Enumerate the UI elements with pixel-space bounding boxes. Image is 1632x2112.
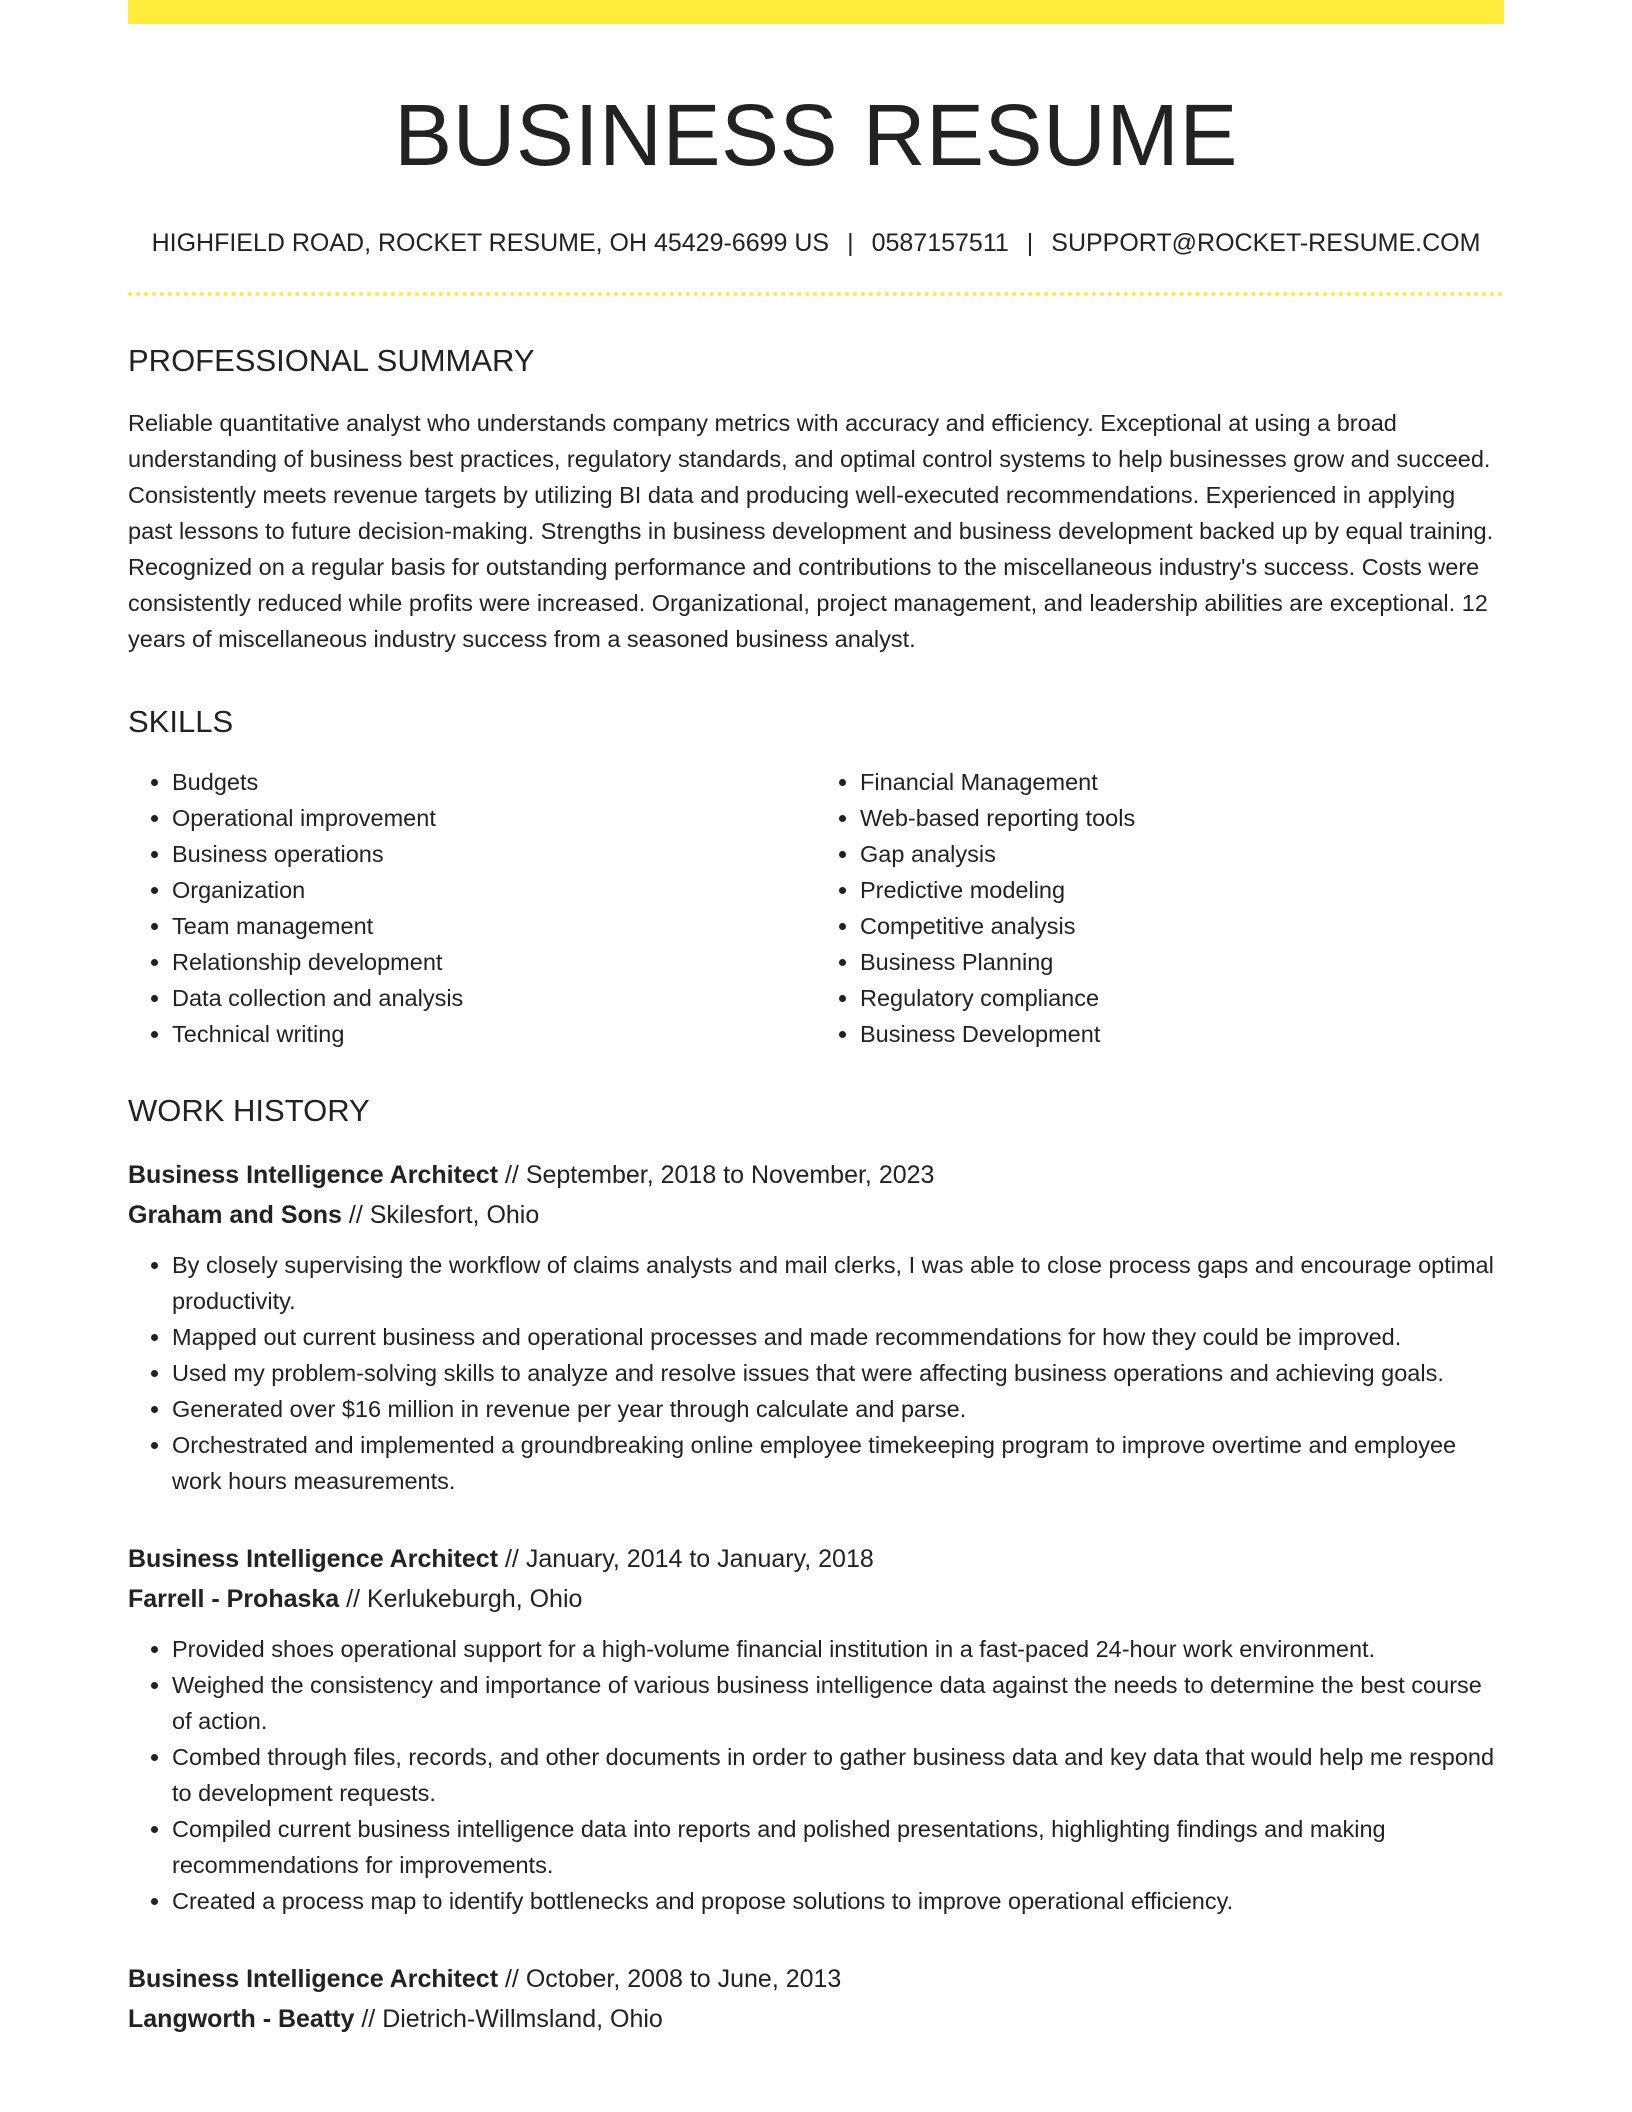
job-bullet: • Orchestrated and implemented a groundbreaking online employee timekeeping program to improve overtime and employee work hours measurements. bbox=[172, 1427, 1504, 1499]
job-company-line bbox=[128, 1999, 1504, 2039]
skill-item: • Business operations bbox=[172, 836, 816, 872]
job-bullet: • Generated over $16 million in revenue per year through calculate and parse. bbox=[172, 1391, 1504, 1427]
job-dates: // September, 2018 to November, 2023 bbox=[504, 1160, 935, 1189]
job-role-line bbox=[128, 1539, 1504, 1579]
job-bullet: • Mapped out current business and operational processes and made recommendations for how they could be improved. bbox=[172, 1319, 1504, 1355]
job-location: // Skilesfort, Ohio bbox=[348, 1200, 540, 1229]
skills-list-right bbox=[816, 764, 1504, 1052]
skills-columns bbox=[128, 764, 1504, 1052]
job-dates: // January, 2014 to January, 2018 bbox=[504, 1544, 874, 1573]
skill-item: • Web-based reporting tools bbox=[860, 800, 1504, 836]
resume-page bbox=[128, 0, 1504, 2039]
job-bullet: • Weighed the consistency and importance of various business intelligence data against the needs to determine the best course of action. bbox=[172, 1667, 1504, 1739]
job-company-line bbox=[128, 1195, 1504, 1235]
work-history-heading: WORK HISTORY bbox=[128, 1092, 370, 1128]
skill-item: • Organization bbox=[172, 872, 816, 908]
contact-separator: | bbox=[1026, 229, 1034, 258]
contact-phone: 0587157511 bbox=[871, 229, 1009, 258]
job-company-line bbox=[128, 1579, 1504, 1619]
contact-email[interactable]: SUPPORT@ROCKET-RESUME.COM bbox=[1051, 229, 1481, 258]
job-location: // Dietrich-Willmsland, Ohio bbox=[361, 2004, 663, 2033]
skills-heading: SKILLS bbox=[128, 703, 234, 739]
skill-item: • Data collection and analysis bbox=[172, 980, 816, 1016]
job-role-line bbox=[128, 1959, 1504, 1999]
job-entry bbox=[128, 1959, 1504, 2039]
job-bullet: • Compiled current business intelligence data into reports and polished presentations, highlighting findings and making recommendations for improvements. bbox=[172, 1811, 1504, 1883]
contact-line bbox=[128, 228, 1504, 258]
job-bullets bbox=[128, 1247, 1504, 1499]
job-dates: // October, 2008 to June, 2013 bbox=[504, 1964, 842, 1993]
skill-item: • Competitive analysis bbox=[860, 908, 1504, 944]
skill-item: • Technical writing bbox=[172, 1016, 816, 1052]
job-bullet: • Provided shoes operational support for a high-volume financial institution in a fast-paced 24-hour work environment. bbox=[172, 1631, 1504, 1667]
job-company: Langworth - Beatty bbox=[128, 2004, 355, 2033]
job-bullet: • Used my problem-solving skills to analyze and resolve issues that were affecting business operations and achieving goals. bbox=[172, 1355, 1504, 1391]
skill-item: • Business Development bbox=[860, 1016, 1504, 1052]
job-role-line bbox=[128, 1155, 1504, 1195]
dotted-divider bbox=[128, 292, 1504, 296]
job-bullets bbox=[128, 1631, 1504, 1919]
resume-title: BUSINESS RESUME bbox=[394, 87, 1238, 184]
skill-item: • Relationship development bbox=[172, 944, 816, 980]
skill-item: • Team management bbox=[172, 908, 816, 944]
job-company: Farrell - Prohaska bbox=[128, 1584, 340, 1613]
skills-list-left bbox=[128, 764, 816, 1052]
job-bullet: • By closely supervising the workflow of claims analysts and mail clerks, I was able to close process gaps and encourage optimal productivity. bbox=[172, 1247, 1504, 1319]
job-bullet: • Combed through files, records, and other documents in order to gather business data and key data that would help me respond to development requests. bbox=[172, 1739, 1504, 1811]
summary-heading: PROFESSIONAL SUMMARY bbox=[128, 343, 535, 379]
skill-item: • Business Planning bbox=[860, 944, 1504, 980]
skill-item: • Operational improvement bbox=[172, 800, 816, 836]
contact-separator: | bbox=[847, 229, 854, 258]
job-entry bbox=[128, 1539, 1504, 1919]
job-role: Business Intelligence Architect bbox=[128, 1160, 499, 1189]
accent-bar bbox=[128, 0, 1504, 24]
job-role: Business Intelligence Architect bbox=[128, 1964, 499, 1993]
contact-address: HIGHFIELD ROAD, ROCKET RESUME, OH 45429-6699 US bbox=[151, 229, 830, 258]
skill-item: • Regulatory compliance bbox=[860, 980, 1504, 1016]
skill-item: • Predictive modeling bbox=[860, 872, 1504, 908]
skill-item: • Budgets bbox=[172, 764, 816, 800]
skill-item: • Financial Management bbox=[860, 764, 1504, 800]
skill-item: • Gap analysis bbox=[860, 836, 1504, 872]
job-bullet: • Created a process map to identify bottlenecks and propose solutions to improve operational efficiency. bbox=[172, 1883, 1504, 1919]
summary-text: Reliable quantitative analyst who understands company metrics with accuracy and efficiency. Exceptional at using a broad understanding of business best practices, regulatory standards, and optimal control systems to help businesses grow and succeed. Consistently meets revenue targets by utilizing BI data and producing well-executed recommendations. Experienced in applying past lessons to future decision-making. Strengths in business development and business development backed up by equal training. Recognized on a regular basis for outstanding performance and contributions to the miscellaneous industry's success. Costs were consistently reduced while profits were increased. Organizational, project management, and leadership abilities are exceptional. 12 years of miscellaneous industry success from a seasoned business analyst. bbox=[128, 409, 1494, 652]
job-company: Graham and Sons bbox=[128, 1200, 342, 1229]
job-location: // Kerlukeburgh, Ohio bbox=[346, 1584, 583, 1613]
job-role: Business Intelligence Architect bbox=[128, 1544, 499, 1573]
job-entry bbox=[128, 1155, 1504, 1499]
